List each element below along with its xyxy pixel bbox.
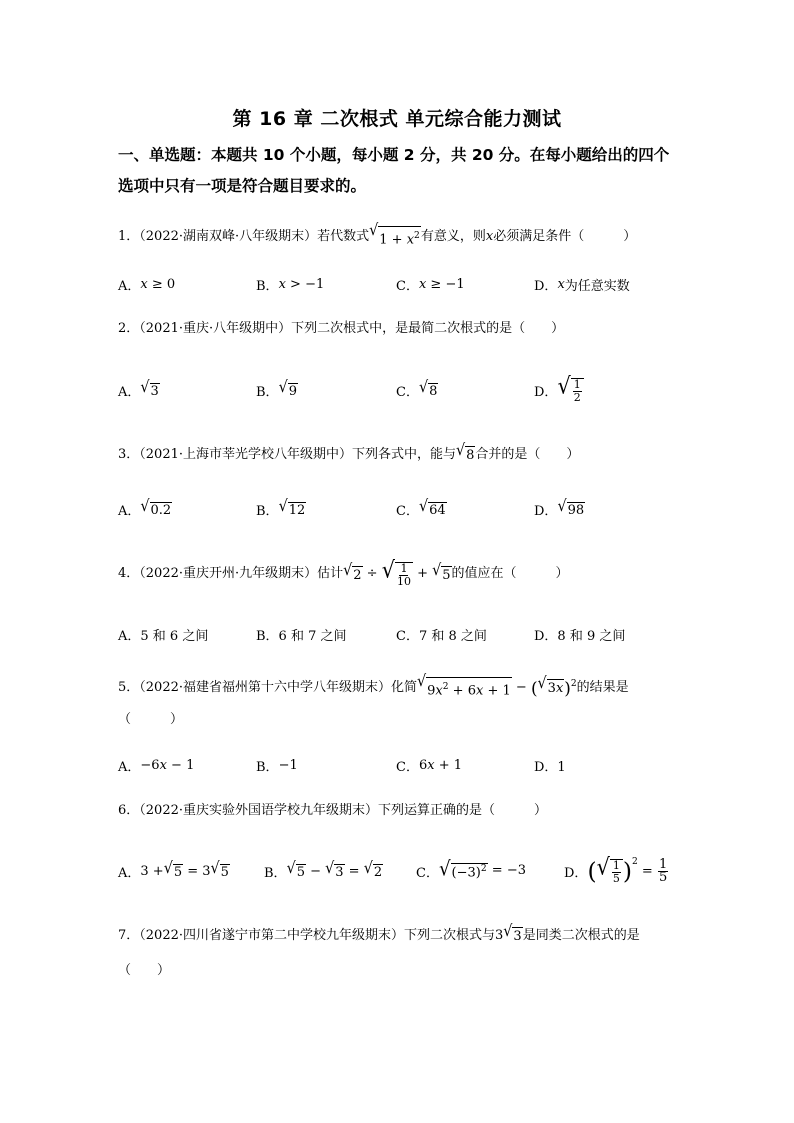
question-1-options: [118, 270, 698, 298]
question-3-options: [118, 495, 698, 523]
option-2c[interactable]: C． √ 8: [396, 379, 438, 400]
option-4d[interactable]: D．8 和 9 之间: [534, 628, 626, 644]
option-6a[interactable]: A． 3 + √ 5 = 3 √ 5: [118, 860, 229, 881]
option-1c[interactable]: C． x ≥ −1: [396, 276, 465, 294]
math-x: x: [485, 228, 494, 244]
math-expression-4: √ 2 ÷ √ $\frac{1}{10}$ + √ 5: [343, 556, 451, 588]
question-4-options: [118, 620, 698, 648]
question-6-options: [118, 854, 698, 888]
option-2b[interactable]: B． √ 9: [256, 379, 297, 400]
option-4b[interactable]: B．6 和 7 之间: [256, 628, 347, 644]
question-5-options: [118, 751, 698, 779]
option-4c[interactable]: C．7 和 8 之间: [396, 628, 487, 644]
question-5-stem-line-2: （ ）: [118, 712, 184, 727]
question-2-stem: 2．（2021·重庆·八年级期中）下列二次根式中，是最简二次根式的是（ ）: [118, 321, 565, 336]
option-5a[interactable]: A． −6x − 1: [118, 757, 195, 775]
option-3d[interactable]: D． √ 98: [534, 498, 585, 519]
question-1-prefix: 1．（2022·湖南双峰·八年级期末）若代数式: [118, 228, 370, 244]
math-sqrt-8: √ 8: [456, 441, 475, 463]
math-3-sqrt-3: 3 √ 3: [495, 922, 522, 944]
option-3a[interactable]: A． √ 0.2: [118, 498, 172, 519]
question-1-suffix: 必须满足条件（ ）: [493, 228, 637, 244]
page-title: 第 16 章 二次根式 单元综合能力测试: [232, 108, 562, 130]
question-2-options: [118, 372, 698, 404]
option-5b[interactable]: B． −1: [256, 757, 298, 775]
option-1b[interactable]: B． x > −1: [256, 276, 325, 294]
option-5c[interactable]: C． 6x + 1: [396, 757, 463, 775]
option-6c[interactable]: C． √ $(-3)^2$ = −3: [416, 858, 526, 882]
section-heading: [118, 140, 688, 202]
section-heading-line-2: 选项中只有一项是符合题目要求的。: [118, 177, 367, 195]
math-sqrt-1-plus-x-squared: √ $1 + x^2$: [369, 221, 420, 248]
option-1a[interactable]: A． x ≥ 0: [118, 276, 176, 294]
section-heading-line-1: 一、单选题：本题共 10 个小题，每小题 2 分，共 20 分。在每小题给出的四个: [118, 146, 670, 164]
option-2d[interactable]: D． √ $\frac{1}{2}$: [534, 376, 584, 404]
option-3c[interactable]: C． √ 64: [396, 498, 446, 519]
question-3-stem: 3．（2021·上海市莘光学校八年级期中）下列各式中，能与 √ 8 合并的是（ ）: [118, 441, 580, 463]
math-expression-5: √ $9x^2 + 6x + 1$ − ( √ 3x ) $^2$: [417, 672, 577, 699]
question-4-stem: 4．（2022·重庆开州·九年级期末）估计 √ 2 ÷ √ $\frac{1}{10}$ + √ 5 的值应在（ ）: [118, 556, 569, 588]
question-1-mid: 有意义，则: [420, 228, 486, 244]
option-3b[interactable]: B． √ 12: [256, 498, 306, 519]
option-6d[interactable]: D． ( √ $\frac{1}{5}$ ) $^2$ = $\frac{1}{5}$: [564, 853, 668, 885]
question-1-stem: [118, 221, 688, 249]
question-6-stem: 6．（2022·重庆实验外国语学校九年级期末）下列运算正确的是（ ）: [118, 803, 547, 818]
option-1d[interactable]: D． x 为任意实数: [534, 276, 630, 294]
option-5d[interactable]: D．1: [534, 759, 566, 775]
option-4a[interactable]: A．5 和 6 之间: [118, 628, 209, 644]
option-6b[interactable]: B． √ 5 − √ 3 = √ 2: [264, 860, 383, 881]
question-7-stem-line-2: （ ）: [118, 963, 171, 978]
question-5-stem: 5．（2022·福建省福州第十六中学八年级期末）化简 √ $9x^2 + 6x + 1$ − ( √ 3x ) $^2$ 的结果是: [118, 672, 629, 699]
question-7-stem: 7．（2022·四川省遂宁市第二中学校九年级期末）下列二次根式与 3 √ 3 是同类二次根式的是: [118, 922, 640, 944]
option-2a[interactable]: A． √ 3: [118, 379, 159, 400]
